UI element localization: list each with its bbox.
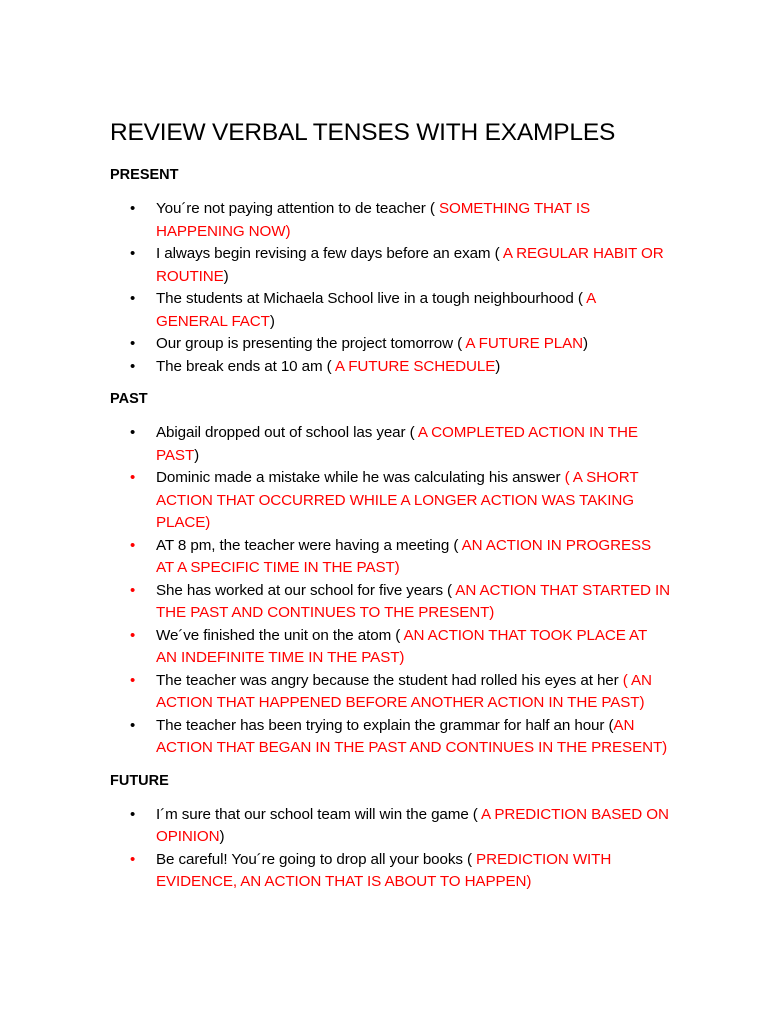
usage-note: A PREDICTION BASED ON OPINION: [156, 805, 669, 845]
list-item: [110, 243, 670, 288]
closing-paren: ): [219, 828, 225, 845]
usage-note: A FUTURE PLAN: [462, 335, 584, 352]
usage-note: A GENERAL FACT: [156, 290, 596, 330]
usage-note: ( A SHORT ACTION THAT OCCURRED WHILE A LONGER ACTION WAS TAKING PLACE): [156, 469, 639, 531]
section-heading: PAST: [110, 391, 148, 407]
list-item: [110, 467, 670, 535]
bullet-icon: •: [130, 200, 136, 217]
usage-note: ( AN ACTION THAT HAPPENED BEFORE ANOTHER ACTION IN THE PAST): [156, 671, 652, 711]
usage-note: AN ACTION THAT TOOK PLACE AT AN INDEFINITE TIME IN THE PAST): [156, 626, 647, 666]
usage-note: AN ACTION THAT BEGAN IN THE PAST AND CONTINUES IN THE PRESENT): [156, 716, 668, 756]
bullet-icon: •: [130, 626, 136, 644]
section-past: [110, 390, 670, 760]
usage-note: AN ACTION IN PROGRESS AT A SPECIFIC TIME IN THE PAST): [156, 536, 652, 576]
section-heading: FUTURE: [110, 772, 169, 789]
closing-paren: ): [223, 267, 229, 285]
bullet-list: [110, 422, 670, 760]
bullet-icon: •: [130, 335, 136, 352]
example-text: The students at Michaela School live in a tough neighbourhood (: [156, 290, 583, 307]
bullet-icon: •: [130, 850, 136, 868]
usage-note: PREDICTION WITH EVIDENCE, AN ACTION THAT IS ABOUT TO HAPPEN): [156, 850, 612, 890]
document-page: [110, 113, 670, 906]
list-item: [110, 333, 670, 356]
list-item: [110, 535, 670, 580]
usage-note: SOMETHING THAT IS HAPPENING NOW): [156, 200, 590, 240]
usage-note: A REGULAR HABIT OR ROUTINE: [156, 245, 664, 285]
section-future: [110, 772, 670, 894]
list-item: [110, 715, 670, 760]
example-text: Our group is presenting the project tomorrow (: [156, 335, 463, 352]
list-item: [110, 288, 670, 333]
sections-container: [110, 166, 670, 894]
list-item: [110, 356, 670, 379]
section-present: [110, 166, 670, 378]
list-item: [110, 580, 670, 625]
bullet-icon: •: [130, 424, 136, 441]
bullet-icon: •: [130, 805, 136, 823]
list-item: [110, 670, 670, 715]
example-text: The teacher was angry because the student had rolled his eyes at her: [156, 671, 619, 689]
section-heading: PRESENT: [110, 167, 179, 183]
closing-paren: ): [583, 335, 588, 352]
example-text: Be careful! You´re going to drop all your books (: [156, 850, 472, 868]
usage-note: A COMPLETED ACTION IN THE PAST: [156, 424, 638, 464]
list-item: [110, 198, 670, 243]
bullet-icon: •: [130, 290, 136, 307]
closing-paren: ): [194, 446, 200, 464]
list-item: [110, 422, 670, 467]
bullet-icon: •: [130, 671, 136, 689]
list-item: [110, 804, 670, 849]
usage-note: AN ACTION THAT STARTED IN THE PAST AND CONTINUES TO THE PRESENT): [156, 581, 670, 621]
example-text: We´ve finished the unit on the atom (: [156, 626, 401, 644]
list-item: [110, 625, 670, 670]
closing-paren: ): [269, 312, 275, 330]
example-text: The teacher has been trying to explain the grammar for half an hour (: [156, 716, 614, 734]
example-text: Dominic made a mistake while he was calculating his answer: [156, 469, 561, 486]
document-title: REVIEW VERBAL TENSES WITH EXAMPLES: [110, 119, 616, 146]
usage-note: A FUTURE SCHEDULE: [331, 357, 496, 375]
bullet-icon: •: [130, 357, 136, 375]
example-text: She has worked at our school for five years (: [156, 581, 453, 599]
bullet-icon: •: [130, 716, 136, 734]
example-text: The break ends at 10 am (: [156, 357, 332, 375]
example-text: I always begin revising a few days before an exam (: [156, 245, 500, 262]
bullet-icon: •: [130, 245, 136, 262]
example-text: AT 8 pm, the teacher were having a meeting (: [156, 536, 459, 554]
closing-paren: ): [495, 357, 501, 375]
bullet-list: [110, 804, 670, 894]
bullet-icon: •: [130, 469, 136, 486]
list-item: [110, 849, 670, 894]
example-text: I´m sure that our school team will win the game (: [156, 805, 478, 823]
bullet-list: [110, 198, 670, 378]
bullet-icon: •: [130, 536, 136, 554]
example-text: You´re not paying attention to de teacher (: [156, 200, 435, 217]
example-text: Abigail dropped out of school las year (: [156, 424, 415, 441]
bullet-icon: •: [130, 581, 136, 599]
